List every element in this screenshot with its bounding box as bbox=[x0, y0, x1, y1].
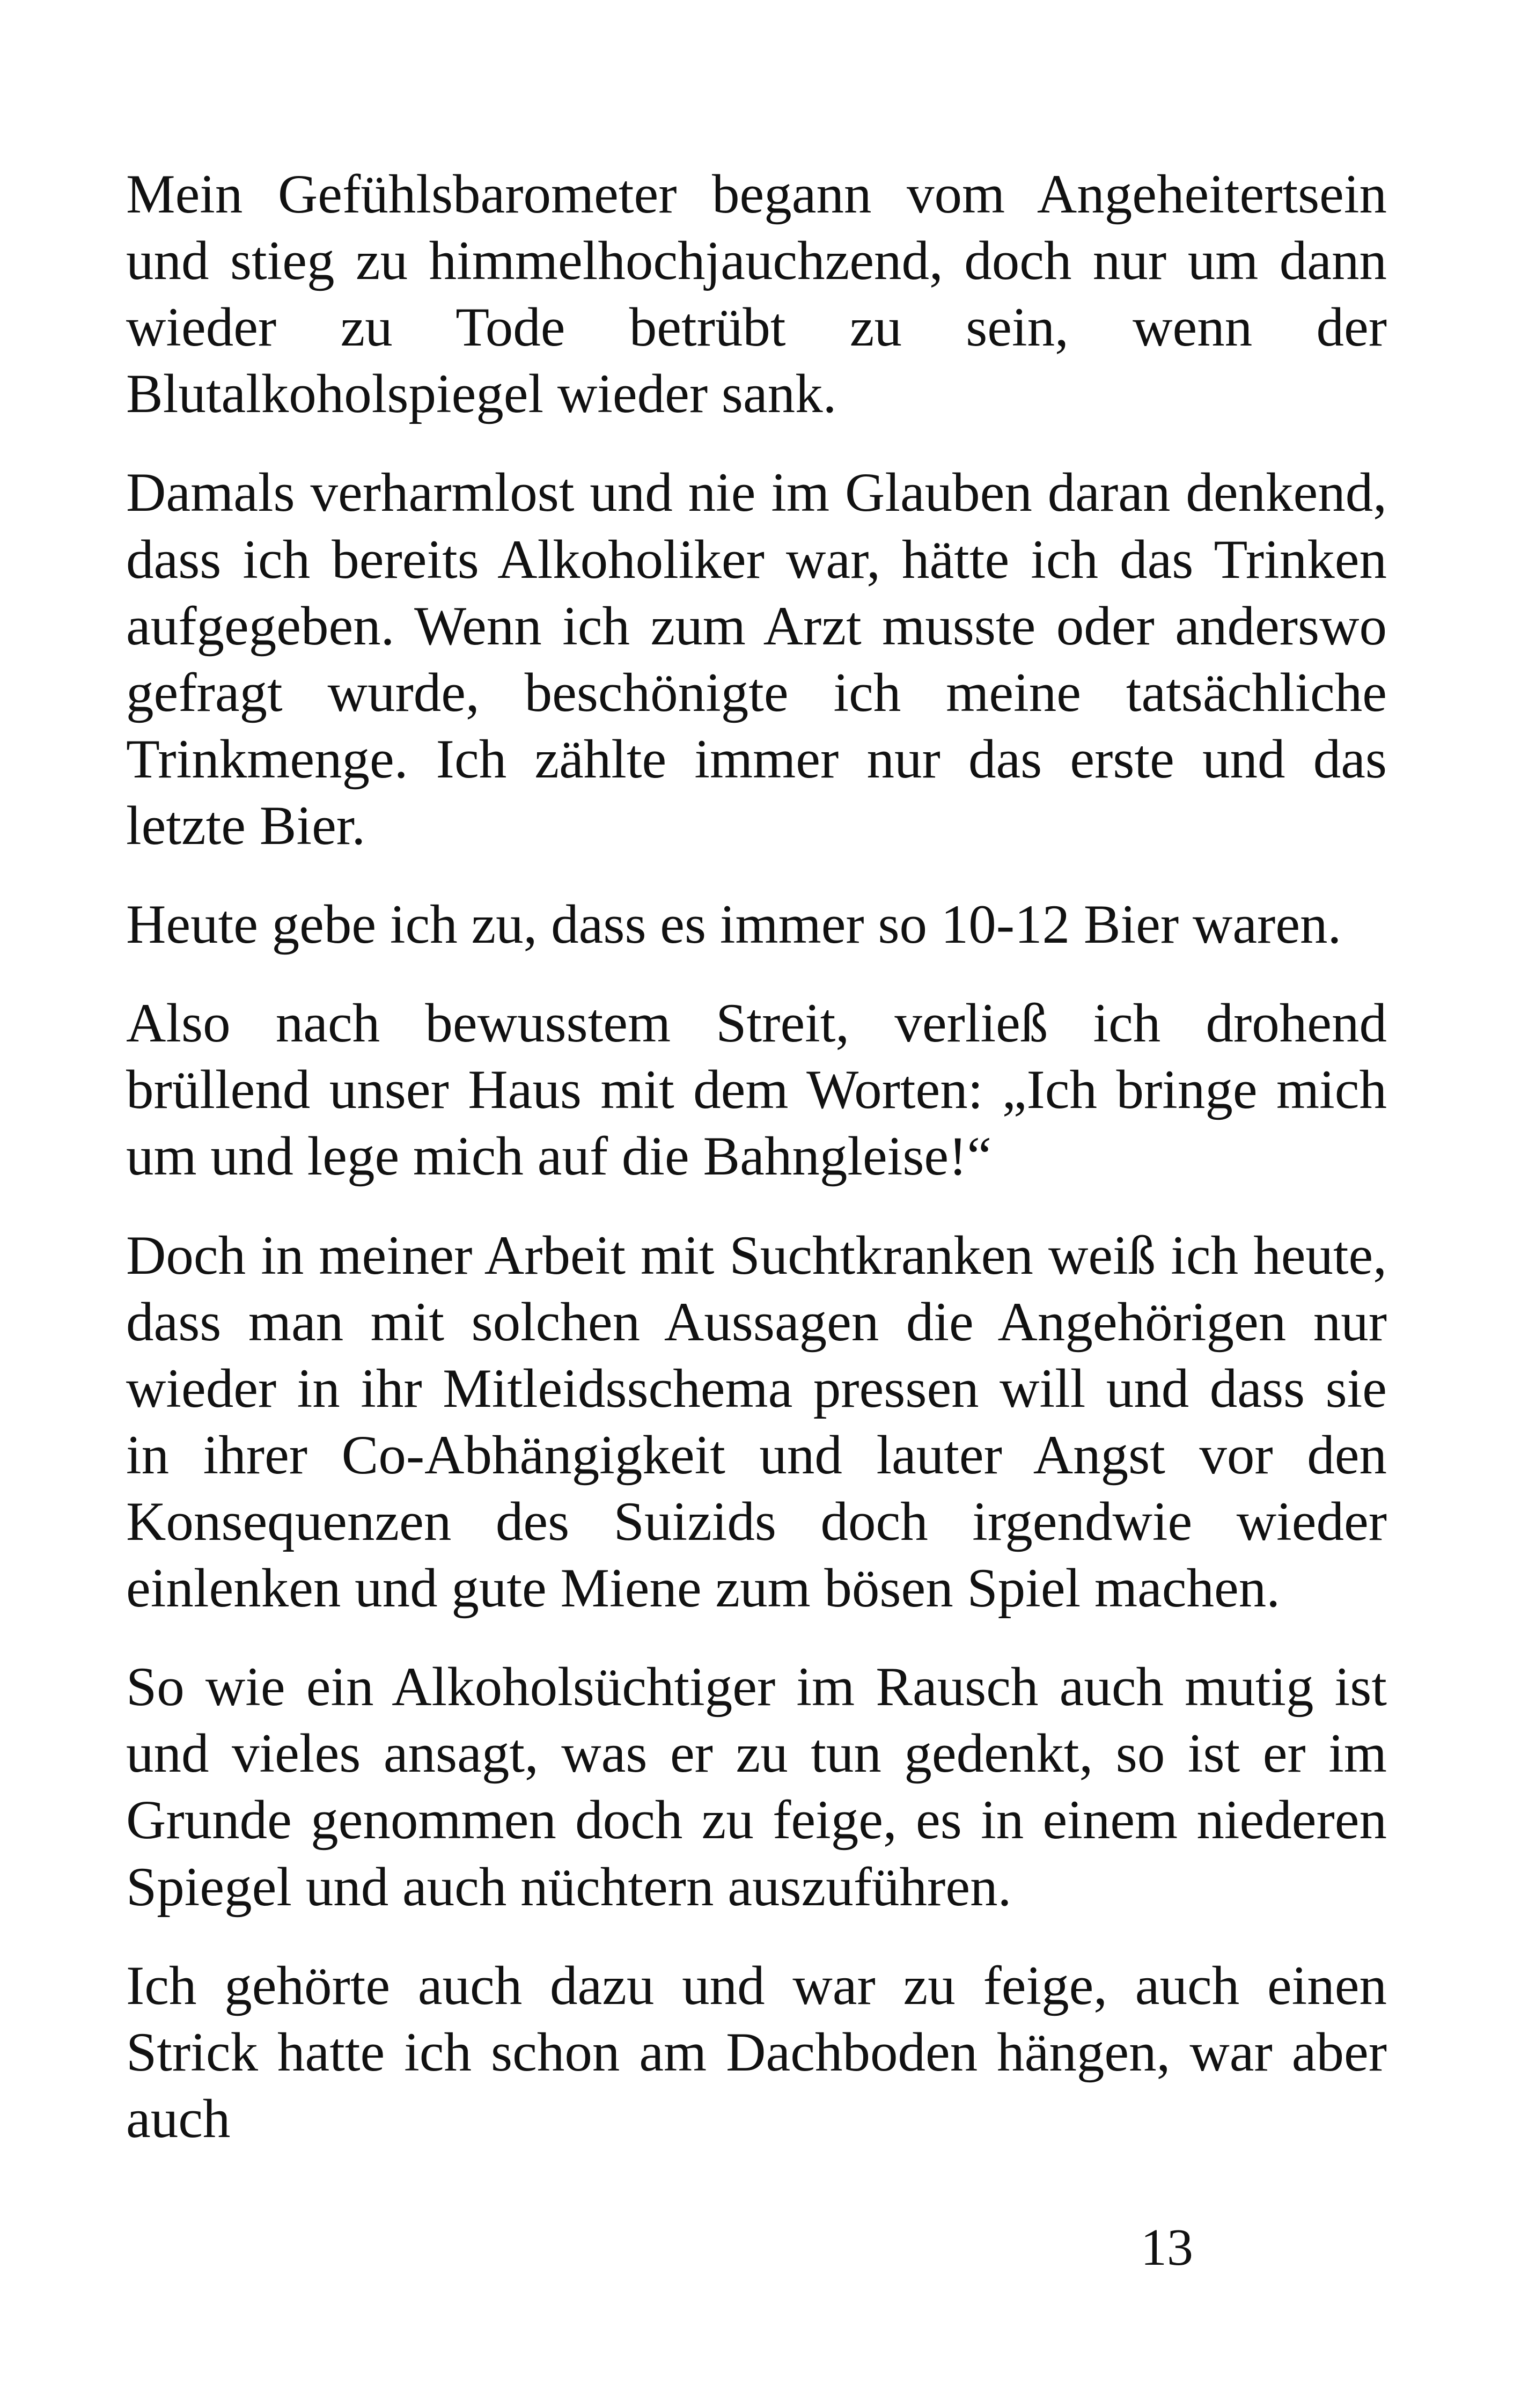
paragraph-beer-count: Heute gebe ich zu, dass es immer so 10-12 Bier waren. bbox=[126, 894, 1342, 956]
paragraph-threat: Also nach bewusstem Streit, verließ ich drohend brüllend unser Haus mit dem Worten: „Ich bringe mich um und lege mich auf die Bahngleise!“ bbox=[126, 993, 1387, 1187]
paragraph-intoxicated-courage: So wie ein Alkoholsüchtiger im Rausch auch mutig ist und vieles ansagt, was er zu tun gedenkt, so ist er im Grunde genommen doch zu feige, es in einem niederen Spiegel und auch nüchtern auszuführen. bbox=[126, 1656, 1387, 1918]
book-page-body bbox=[126, 161, 1387, 2152]
paragraph-continuing-text: Ich gehörte auch dazu und war zu feige, auch einen Strick hatte ich schon am Dachboden hängen, war aber auch bbox=[126, 1955, 1387, 2149]
page-number: 13 bbox=[1141, 2219, 1193, 2277]
paragraph-addiction-work: Doch in meiner Arbeit mit Suchtkranken weiß ich heute, dass man mit solchen Aussagen die Angehörigen nur wieder in ihr Mitleidsschema pressen will und dass sie in ihrer Co-Abhängigkeit und lauter Angst vor den Konsequenzen des Suizids doch irgendwie wieder einlenken und gute Miene zum bösen Spiel machen. bbox=[126, 1224, 1387, 1619]
paragraph-downplaying-drinking: Damals verharmlost und nie im Glauben daran denkend, dass ich bereits Alkoholiker war, hätte ich das Trinken aufgegeben. Wenn ich zum Arzt musste oder anderswo gefragt wurde, beschönigte ich meine tatsächliche Trinkmenge. Ich zählte immer nur das erste und das letzte Bier. bbox=[126, 462, 1387, 856]
paragraph-mood-barometer: Mein Gefühlsbarometer begann vom Angeheitertsein und stieg zu himmelhochjauchzend, doch nur um dann wieder zu Tode betrübt zu sein, wenn der Blutalkoholspiegel wieder sank. bbox=[126, 164, 1387, 425]
